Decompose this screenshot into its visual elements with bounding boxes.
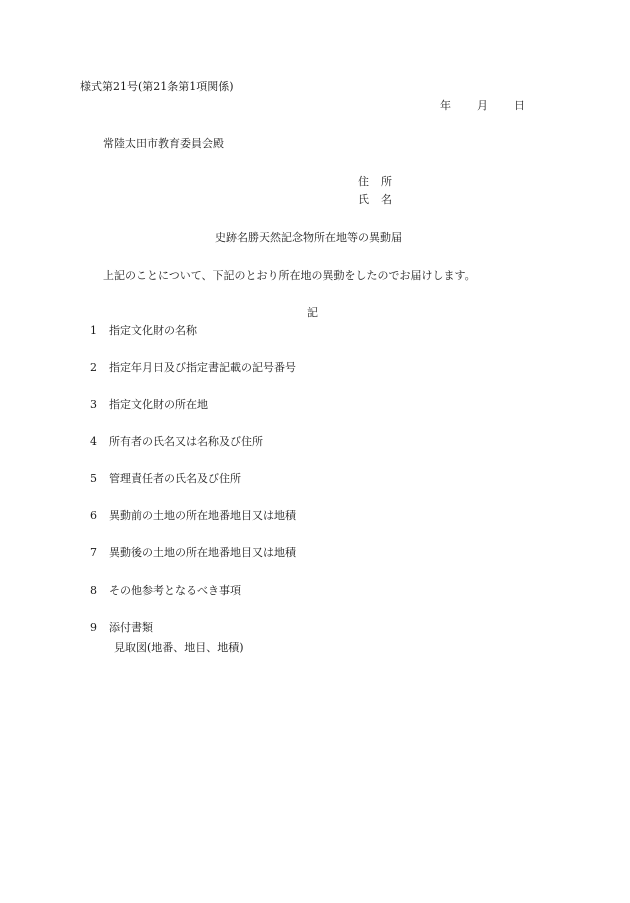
item-label: 異動後の土地の所在地番地目又は地積 xyxy=(109,546,296,559)
address-label-char-2: 所 xyxy=(381,175,392,188)
item-label: 指定文化財の名称 xyxy=(109,324,197,337)
list-item xyxy=(90,510,296,521)
month-label: 月 xyxy=(477,99,488,112)
list-item xyxy=(90,585,241,596)
item-label: 所有者の氏名又は名称及び住所 xyxy=(109,435,263,448)
item-number: 6 xyxy=(90,509,97,522)
item-number: 9 xyxy=(90,621,97,634)
year-label: 年 xyxy=(440,99,451,112)
name-label xyxy=(358,194,392,205)
item-number: 4 xyxy=(90,435,97,448)
item-label: その他参考となるべき事項 xyxy=(109,584,241,597)
day-label: 日 xyxy=(514,99,525,112)
list-item xyxy=(90,622,153,633)
item-number: 1 xyxy=(90,324,97,337)
list-item xyxy=(90,436,263,447)
addressee: 常陸太田市教育委員会殿 xyxy=(103,137,224,150)
list-item xyxy=(90,547,296,558)
name-label-char-1: 氏 xyxy=(358,193,369,206)
item-label: 指定年月日及び指定書記載の記号番号 xyxy=(109,361,296,374)
list-item xyxy=(90,399,208,410)
intro-text: 上記のことについて、下記のとおり所在地の異動をしたのでお届けします。 xyxy=(103,269,476,282)
list-item xyxy=(90,325,197,336)
item-label: 異動前の土地の所在地番地目又は地積 xyxy=(109,509,296,522)
form-number: 様式第21号(第21条第1項関係) xyxy=(80,80,234,93)
address-label xyxy=(358,176,392,187)
document-title: 史跡名勝天然記念物所在地等の異動届 xyxy=(215,231,402,244)
item-label: 添付書類 xyxy=(109,621,153,634)
date-line xyxy=(440,100,525,111)
item-number: 2 xyxy=(90,361,97,374)
item-label: 指定文化財の所在地 xyxy=(109,398,208,411)
item-number: 7 xyxy=(90,546,97,559)
item-number: 8 xyxy=(90,584,97,597)
list-item xyxy=(90,473,241,484)
attachment-detail: 見取図(地番、地目、地積) xyxy=(114,641,244,654)
name-label-char-2: 名 xyxy=(381,193,392,206)
item-number: 3 xyxy=(90,398,97,411)
ki-heading: 記 xyxy=(307,306,318,319)
item-number: 5 xyxy=(90,472,97,485)
address-label-char-1: 住 xyxy=(358,175,369,188)
item-label: 管理責任者の氏名及び住所 xyxy=(109,472,241,485)
list-item xyxy=(90,362,296,373)
